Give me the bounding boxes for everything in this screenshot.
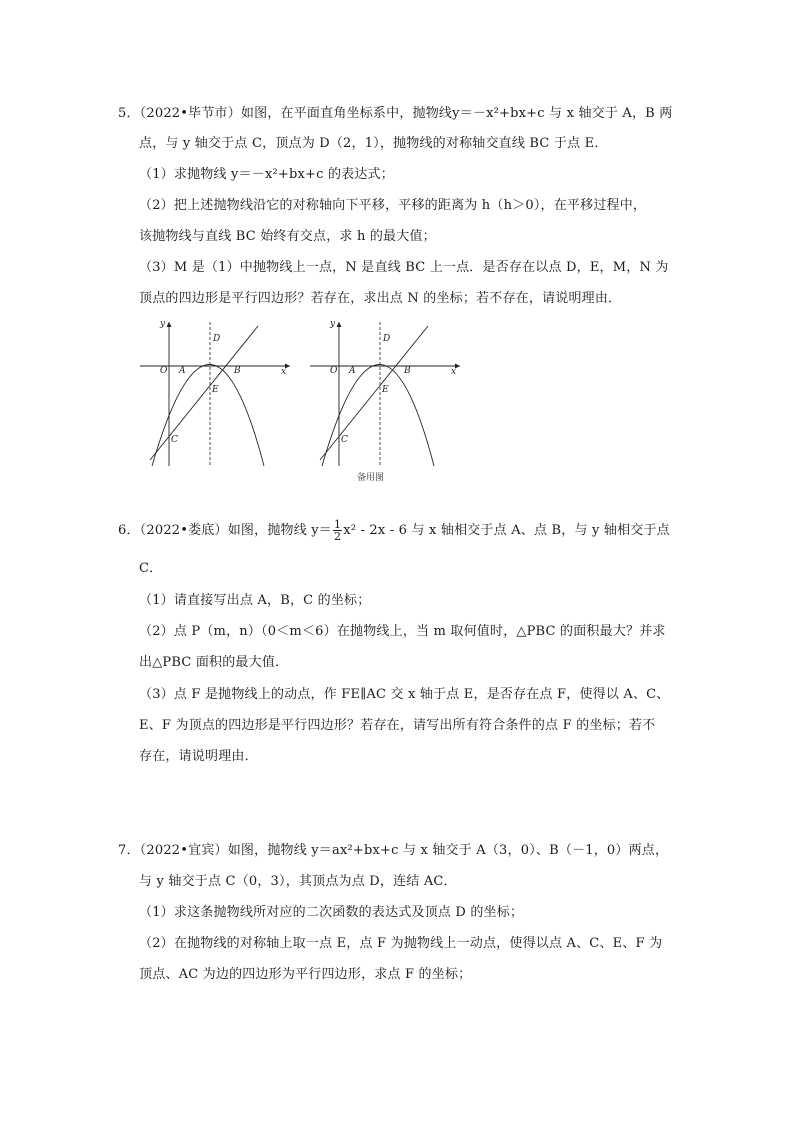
q5-part-2b: 该抛物线与直线 BC 始终有交点，求 h 的最大值；	[139, 229, 436, 244]
fig2-label-y: y	[330, 319, 336, 329]
q6-fraction	[333, 519, 342, 542]
q5-part-2a: （2）把上述抛物线沿它的对称轴向下平移，平移的距离为 h（h＞0），在平移过程中，	[139, 198, 647, 213]
q6-line-1	[118, 519, 670, 542]
fig1-label-y: y	[160, 319, 166, 329]
q6-line-2: C．	[139, 561, 163, 576]
fig1-label-D: D	[213, 334, 221, 344]
fig2-label-C: C	[341, 435, 348, 445]
fig2-label-E: E	[382, 385, 389, 395]
fig1-label-E: E	[212, 385, 219, 395]
q5-part-1: （1）求抛物线 y＝－x²+bx+c 的表达式；	[139, 167, 394, 182]
fig1-label-A: A	[179, 366, 186, 376]
q7-part-2b: 顶点、AC 为边的四边形为平行四边形，求点 F 的坐标；	[139, 967, 472, 982]
q5-figure-main	[140, 318, 300, 468]
q6-part-2b: 出△PBC 面积的最大值．	[139, 655, 289, 670]
fig2-label-D: D	[383, 334, 391, 344]
q5-part-3a: （3）M 是（1）中抛物线上一点，N 是直线 BC 上一点．是否存在以点 D，E，M，N 为	[139, 260, 669, 275]
fig2-label-B: B	[404, 366, 411, 376]
q7-part-1: （1）求这条抛物线所对应的二次函数的表达式及顶点 D 的坐标；	[139, 905, 524, 920]
fig1-label-x: x	[281, 367, 287, 377]
fig2-label-x: x	[451, 367, 457, 377]
q6-part-1: （1）请直接写出点 A，B，C 的坐标；	[139, 593, 371, 608]
fig2-label-A: A	[349, 366, 356, 376]
q6-part-3c: 存在，请说明理由．	[139, 749, 258, 764]
q7-line-2: 与 y 轴交于点 C（0，3），其顶点为点 D，连结 AC．	[139, 874, 457, 889]
fig1-label-C: C	[171, 435, 178, 445]
q6-line-1-pre: 6．（2022•娄底）如图，抛物线 y＝	[118, 523, 332, 538]
q5-figure-backup	[310, 318, 470, 468]
q7-part-2a: （2）在抛物线的对称轴上取一点 E，点 F 为抛物线上一动点，使得以点 A、C、E、F 为	[139, 936, 663, 951]
fig1-label-O: O	[160, 366, 168, 376]
q7-line-1: 7．（2022•宜宾）如图，抛物线 y＝ax²+bx+c 与 x 轴交于 A（3，0）、B（－1，0）两点，	[118, 843, 669, 858]
q5-line-1: 5．（2022•毕节市）如图，在平面直角坐标系中，抛物线y＝－x²+bx+c 与 x 轴交于 A，B 两	[118, 106, 673, 121]
q5-part-3b: 顶点的四边形是平行四边形？若存在，求出点 N 的坐标；若不存在，请说明理由．	[139, 291, 622, 306]
q5-line-2: 点，与 y 轴交于点 C，顶点为 D（2，1），抛物线的对称轴交直线 BC 于点 E．	[139, 136, 608, 151]
q6-frac-den: 2	[334, 530, 342, 543]
fig1-label-B: B	[234, 366, 241, 376]
q6-part-3b: E、F 为顶点的四边形是平行四边形？若存在，请写出所有符合条件的点 F 的坐标；若不	[139, 718, 656, 733]
fig2-label-O: O	[330, 366, 338, 376]
q6-frac-num: 1	[334, 518, 342, 531]
q6-part-3a: （3）点 F 是抛物线上的动点，作 FE∥AC 交 x 轴于点 E，是否存在点 F，使得以 A、C、	[139, 687, 670, 702]
figure-caption: 备用图	[357, 473, 385, 483]
q6-part-2a: （2）点 P（m，n）（0＜m＜6）在抛物线上，当 m 取何值时，△PBC 的面积最大？并求	[139, 624, 666, 639]
q6-line-1-post: x² - 2x - 6 与 x 轴相交于点 A、点 B，与 y 轴相交于点	[343, 523, 670, 538]
